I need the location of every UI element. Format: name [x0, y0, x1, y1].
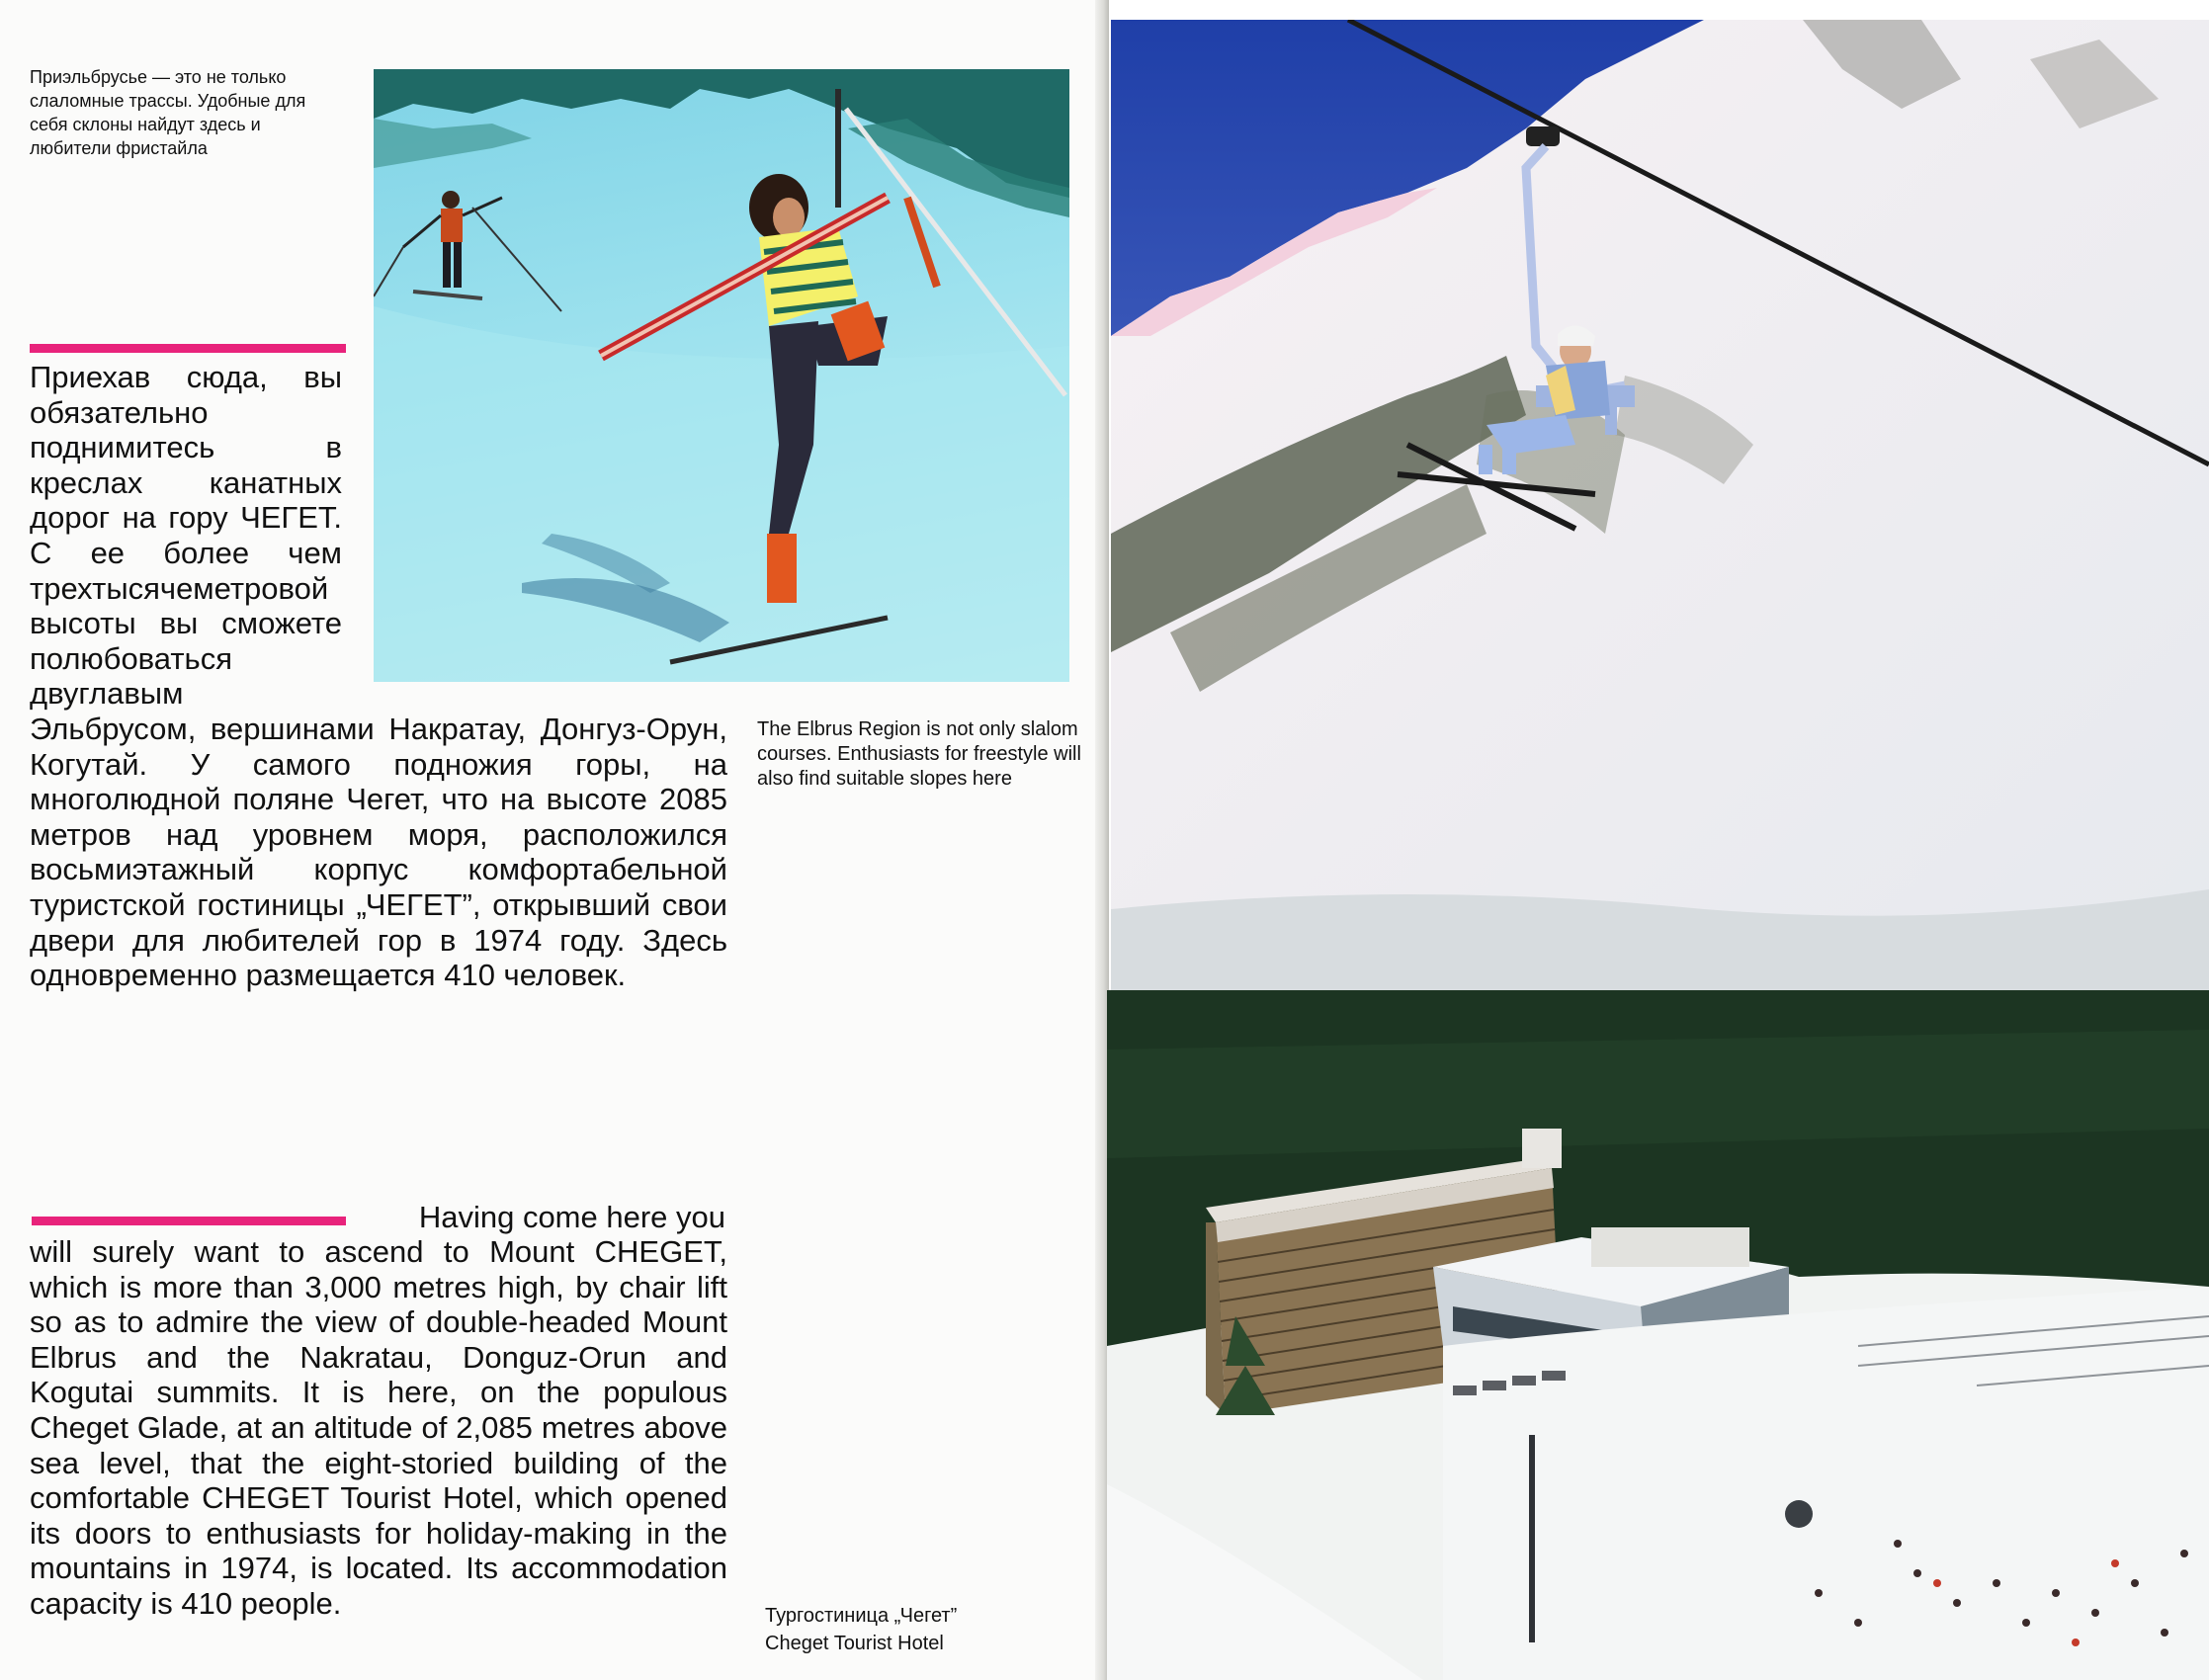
caption-ru-freestyle: Приэльбрусье — это не только слаломные трассы. Удобные для себя склоны найдут здесь и любители фристайла — [30, 67, 306, 158]
photo-cheget-hotel — [1107, 990, 2209, 1680]
caption-en-freestyle: The Elbrus Region is not only slalom courses. Enthusiasts for freestyle will also find suitable slopes here — [757, 718, 1081, 790]
body-en: will surely want to ascend to Mount CHEGET, which is more than 3,000 metres high, by chair lift so as to admire the view of double-headed Mount Elbrus and the Nakratau, Donguz-Orun and Kogutai summits. It is here, on the populous Cheget Glade, at an altitude of 2,085 metres above sea level, that the eight-storied building of the comfortable CHEGET Tourist Hotel, which opened its doors to enthusiasts for holiday-making in the mountains in 1974, is located. Its accommodation capacity is 410 people. — [30, 1234, 727, 1621]
caption-ru-hotel: Тургостиница „Чегет” — [765, 1605, 958, 1627]
body-ru-intro: Приехав сюда, вы обязательно поднимитесь в креслах канатных дорог на гору ЧЕГЕТ. С ее более чем трехтысячеметровой высоты вы сможете полюбоваться двуглавым — [30, 360, 342, 712]
body-en-first-line: Having come here you — [418, 1200, 725, 1234]
photo-chairlift-mountain — [1111, 20, 2209, 993]
caption-en-hotel: Cheget Tourist Hotel — [765, 1633, 944, 1654]
photo-freestyle-skier — [374, 69, 1069, 682]
pink-divider-ru — [30, 344, 346, 353]
distant-skier — [374, 191, 561, 311]
pink-divider-en — [32, 1217, 346, 1225]
body-ru-continued: Эльбрусом, вершинами Накратау, Донгуз-Орун, Когутай. У самого подножия горы, на многолюдной поляне Чегет, что на высоте 2085 метров над уровнем моря, расположился восьмиэтажный корпус комфортабельной туристской гостиницы „ЧЕГЕТ”, открывший свои двери для любителей гор в 1974 году. Здесь одновременно размещается 410 человек. — [30, 712, 727, 993]
